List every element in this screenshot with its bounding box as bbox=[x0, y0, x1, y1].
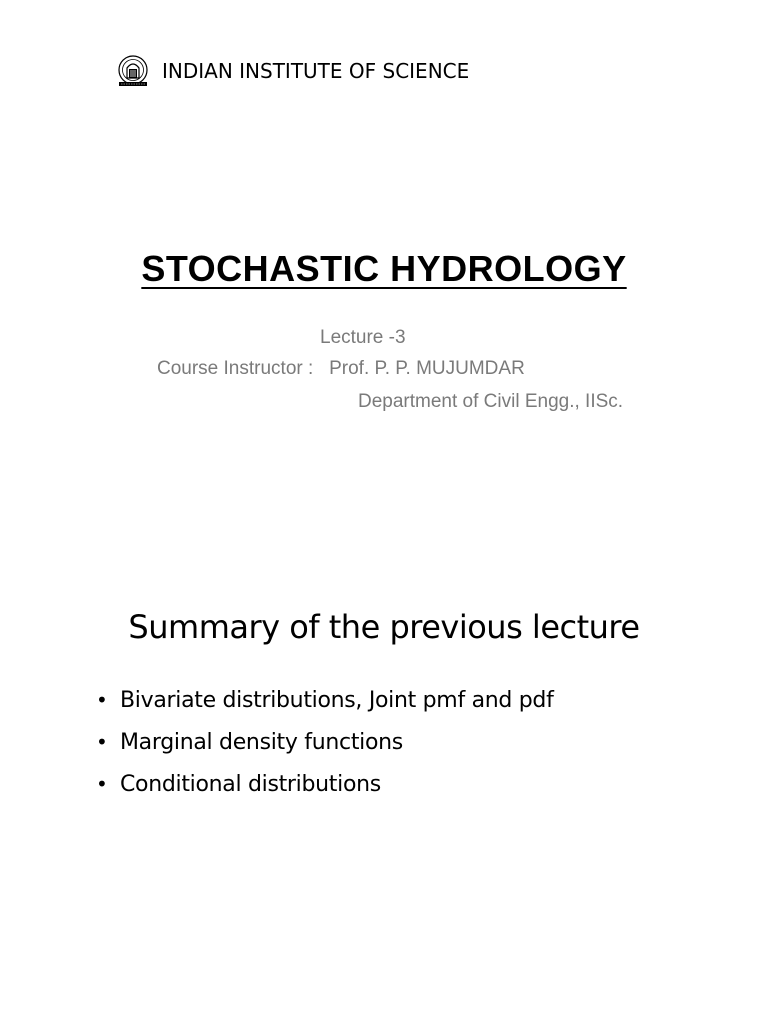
list-item-text: Marginal density functions bbox=[120, 730, 403, 755]
list-item-text: Bivariate distributions, Joint pmf and pdf bbox=[120, 688, 554, 713]
bullet-icon: • bbox=[96, 688, 108, 712]
list-item bbox=[96, 688, 554, 730]
iisc-emblem-icon bbox=[116, 54, 150, 88]
bullet-icon: • bbox=[96, 730, 108, 754]
lecture-number: Lecture -3 bbox=[320, 327, 406, 348]
page-title bbox=[0, 248, 768, 290]
header bbox=[116, 54, 469, 88]
list-item bbox=[96, 772, 554, 814]
list-item bbox=[96, 730, 554, 772]
title-text: STOCHASTIC HYDROLOGY bbox=[141, 248, 627, 289]
bullet-icon: • bbox=[96, 772, 108, 796]
summary-heading: Summary of the previous lecture bbox=[128, 608, 640, 646]
summary-list bbox=[96, 688, 554, 814]
department: Department of Civil Engg., IISc. bbox=[358, 391, 624, 412]
course-instructor: Course Instructor : Prof. P. P. MUJUMDAR bbox=[157, 358, 525, 379]
institute-name: INDIAN INSTITUTE OF SCIENCE bbox=[162, 59, 470, 83]
list-item-text: Conditional distributions bbox=[120, 772, 381, 797]
